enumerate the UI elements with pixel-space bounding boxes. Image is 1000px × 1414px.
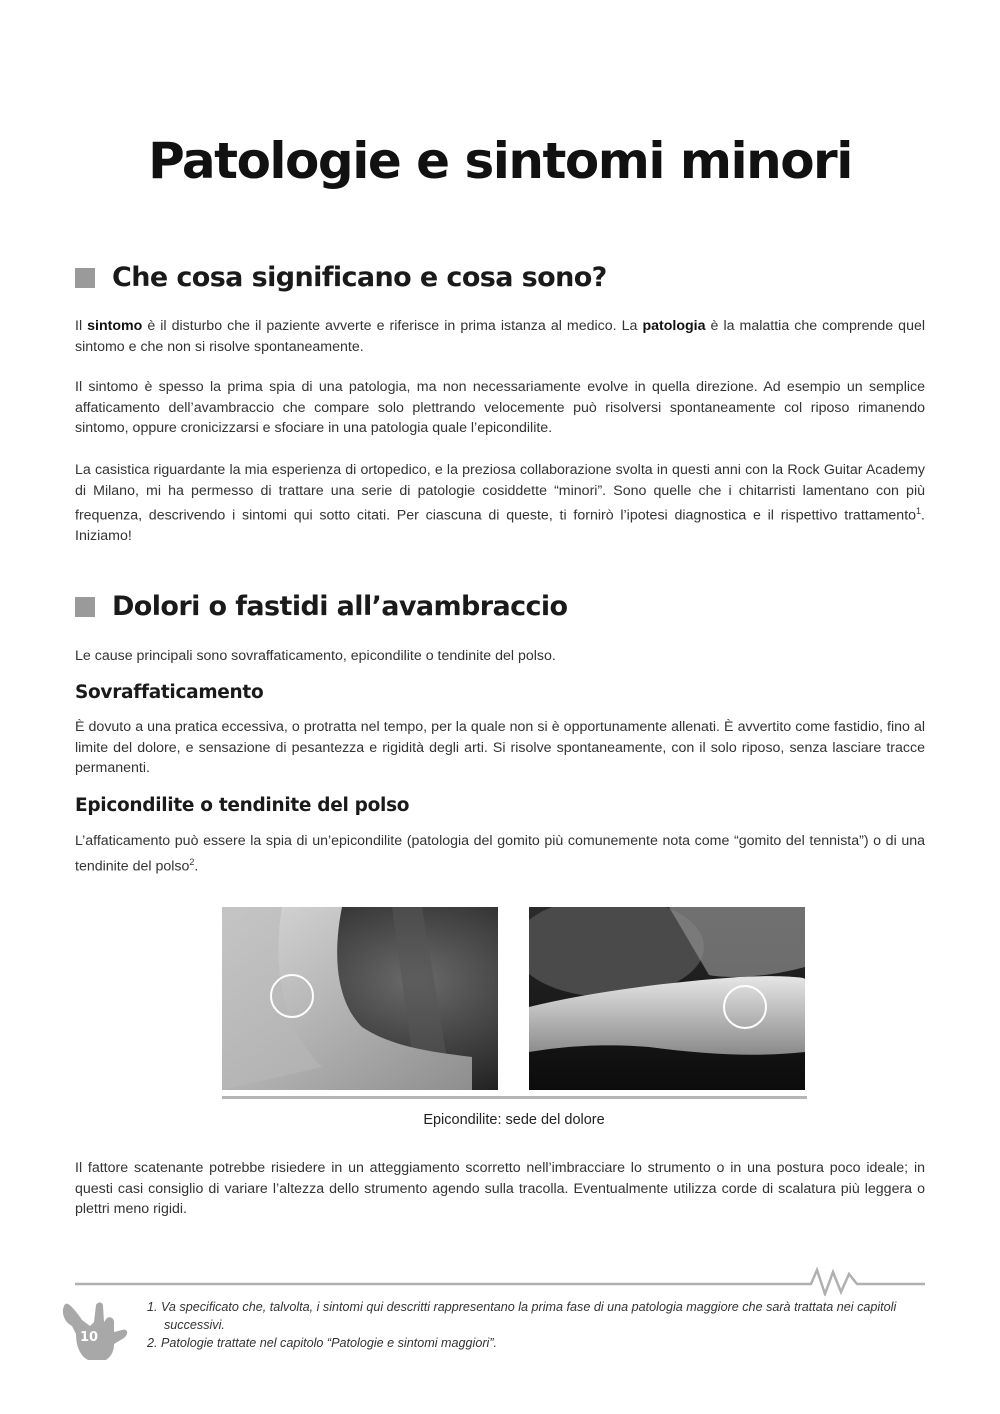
figure-divider: [222, 1096, 807, 1099]
section-heading-text: Dolori o fastidi all’avambraccio: [112, 591, 568, 622]
section-heading-significato: [75, 262, 607, 293]
term-patologia: patologia: [642, 318, 706, 334]
text-run: La casistica riguardante la mia esperienza di ortopedico, e la preziosa collaborazione svolta in questi anni con la Rock Guitar Academy di Milano, mi ha permesso di trattare una serie di patologie cosiddette “minori”. Sono quelle che i chitarristi lamentano con più frequenza, descrivendo i sintomi qui sotto citati. Per ciascuna di queste, ti fornirò l’ipotesi diagnostica e il rispettivo trattamento: [75, 462, 925, 524]
footnote-ref-2: 2: [189, 856, 195, 867]
text-run: L’affaticamento può essere la spia di un’epicondilite (patologia del gomito più comunemente nota come “gomito del tennista”) o di una tendinite del polso: [75, 833, 925, 875]
section-heading-text: Che cosa significano e cosa sono?: [112, 262, 607, 293]
paragraph-cause: Le cause principali sono sovraffaticamento, epicondilite o tendinite del polso.: [75, 648, 556, 664]
paragraph-casistica: [75, 460, 925, 547]
footnote-ref-1: 1: [916, 506, 922, 516]
term-sintomo: sintomo: [87, 318, 143, 334]
photo-elbow-side: [529, 907, 805, 1090]
section-marker: [75, 597, 95, 617]
footer-pulse-rule: [75, 1266, 925, 1296]
section-heading-avambraccio: [75, 591, 568, 622]
subheading-epicondilite: Epicondilite o tendinite del polso: [75, 795, 410, 816]
paragraph-definitions: [75, 316, 925, 357]
text-run: . Iniziamo!: [75, 507, 925, 545]
footnote-1: 1. Va specificato che, talvolta, i sintomi qui descritti rappresentano la prima fase di una patologia maggiore che sarà trattata nei capitoli successivi.: [147, 1300, 897, 1332]
photo-elbow-front: [222, 907, 498, 1090]
text-run: è il disturbo che il paziente avverte e riferisce in prima istanza al medico. La: [142, 318, 643, 334]
text-run: è la malattia che comprende quel sintomo e che non si risolve spontaneamente.: [75, 318, 926, 355]
figure-caption: Epicondilite: sede del dolore: [423, 1112, 605, 1128]
text-run: Il: [75, 318, 88, 334]
footnote-2: 2. Patologie trattate nel capitolo “Patologie e sintomi maggiori”.: [147, 1336, 498, 1350]
footnotes: [147, 1299, 925, 1353]
text-run: .: [194, 858, 199, 875]
section-marker: [75, 268, 95, 288]
paragraph-fattore-scatenante: Il fattore scatenante potrebbe risiedere in un atteggiamento scorretto nell’imbracciare lo strumento o in una postura poco ideale; in questi casi consiglio di variare l’altezza dello strumento agendo sulla tracolla. Eventualmente utilizza corde di scalatura più leggera o plettri meno rigidi.: [75, 1160, 925, 1217]
paragraph-sovraffaticamento: È dovuto a una pratica eccessiva, o protratta nel tempo, per la quale non si è opportunamente allenati. È avvertito come fastidio, fino al limite del dolore, e sensazione di pesantezza e rigidità degli arti. Si risolve spontaneamente, con il solo riposo, senza lasciare tracce permanenti.: [75, 719, 925, 776]
page-title: Patologie e sintomi minori: [148, 132, 852, 190]
paragraph-epicondilite: [75, 831, 925, 877]
subheading-sovraffaticamento: Sovraffaticamento: [75, 682, 264, 703]
page-number: 10: [80, 1330, 99, 1345]
paragraph-sintomo-spia: Il sintomo è spesso la prima spia di una patologia, ma non necessariamente evolve in quella direzione. Ad esempio un semplice affaticamento dell’avambraccio che compare solo plettrando velocemente può risolversi spontaneamente col riposo rimanendo sintomo, oppure cronicizzarsi e sfociare in una patologia quale l’epicondilite.: [75, 379, 925, 436]
